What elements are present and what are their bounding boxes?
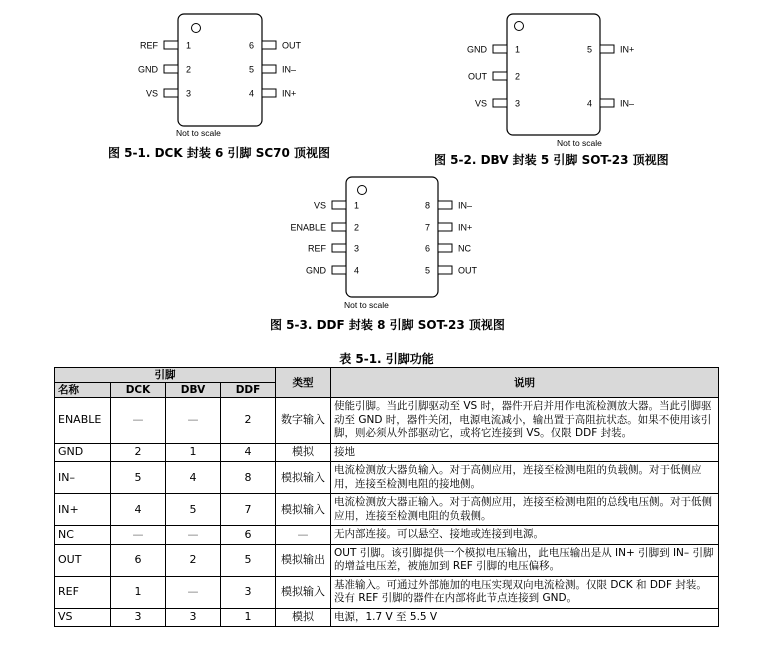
dck-pin-pad — [262, 41, 276, 49]
figure-caption-dbv: 图 5-2. DBV 封装 5 引脚 SOT-23 顶视图 — [434, 153, 669, 167]
pin-desc-cell: 接地 — [331, 443, 719, 462]
dck-pin-number: 3 — [186, 88, 192, 99]
pin-dck-cell: 1 — [111, 576, 166, 608]
dck-pin-number: 2 — [186, 64, 192, 75]
dbv-body — [507, 14, 600, 135]
header-dck: DCK — [111, 383, 166, 398]
pin-dck-cell: — — [111, 526, 166, 545]
header-ddf: DDF — [221, 383, 276, 398]
pin-desc-cell: 使能引脚。当此引脚驱动至 VS 时，器件开启并用作电流检测放大器。当此引脚驱动至 GND 时，器件关闭，电源电流减小，输出置于高阻抗状态。如果不使用该引脚，则必须从外部驱动它，或将它连接到 VS。仅限 DDF 封装。 — [331, 398, 719, 444]
pin-dbv-cell: — — [166, 526, 221, 545]
dck-pin-pad — [262, 65, 276, 73]
pin-dbv-cell: 1 — [166, 443, 221, 462]
pin-dbv-cell: 2 — [166, 544, 221, 576]
dbv-pin-pad — [493, 45, 507, 53]
pin-dbv-cell: 3 — [166, 608, 221, 627]
dbv-pin-number: 5 — [586, 44, 592, 55]
pin-dbv-cell: 5 — [166, 494, 221, 526]
ddf-scale-note: Not to scale — [344, 300, 389, 310]
dck-pin-pad — [164, 89, 178, 97]
table-row — [55, 443, 719, 462]
pin-name-cell: REF — [55, 576, 111, 608]
ddf-pin-label: GND — [306, 265, 326, 276]
pin-type-cell: 模拟输入 — [276, 462, 331, 494]
dck-scale-note: Not to scale — [176, 128, 221, 138]
pin-name-cell: IN– — [55, 462, 111, 494]
figure-caption-ddf: 图 5-3. DDF 封装 8 引脚 SOT-23 顶视图 — [270, 318, 505, 332]
pin-type-cell: 模拟输入 — [276, 494, 331, 526]
ddf-pin-label: REF — [308, 243, 326, 254]
ddf-package — [290, 177, 477, 310]
dbv-pin-label: GND — [467, 44, 487, 55]
pin-name-cell: ENABLE — [55, 398, 111, 444]
ddf-pin-number: 4 — [354, 265, 360, 276]
ddf-pin-number: 2 — [354, 222, 360, 233]
pin-type-cell: 模拟 — [276, 443, 331, 462]
ddf-pin-pad — [332, 266, 346, 274]
pin-dck-cell: 3 — [111, 608, 166, 627]
table-title: 表 5-1. 引脚功能 — [339, 352, 434, 366]
pin1-marker-icon — [192, 24, 201, 33]
header-pin-group: 引脚 — [55, 368, 276, 383]
ddf-pin-label: VS — [313, 200, 326, 211]
pin-desc-cell: 电流检测放大器负输入。对于高侧应用，连接至检测电阻的负载侧。对于低侧应用，连接至检测电阻的接地侧。 — [331, 462, 719, 494]
dbv-pin-number: 4 — [586, 98, 592, 109]
pin-ddf-cell: 1 — [221, 608, 276, 627]
pin-ddf-cell: 2 — [221, 398, 276, 444]
table-row — [55, 608, 719, 627]
ddf-pin-label: OUT — [458, 265, 477, 276]
dck-pin-number: 4 — [248, 88, 254, 99]
ddf-pin-pad — [332, 223, 346, 231]
dbv-pin-label: IN– — [620, 98, 635, 109]
dbv-pin-pad — [493, 72, 507, 80]
pin-dck-cell: 6 — [111, 544, 166, 576]
dbv-pin-label: IN+ — [620, 44, 635, 55]
pin-name-cell: VS — [55, 608, 111, 627]
pin-desc-cell: 电源，1.7 V 至 5.5 V — [331, 608, 719, 627]
table-row — [55, 494, 719, 526]
pin-dbv-cell: — — [166, 398, 221, 444]
pin-ddf-cell: 8 — [221, 462, 276, 494]
dck-pin-label: OUT — [282, 40, 301, 51]
dbv-pin-label: VS — [474, 98, 487, 109]
pin-ddf-cell: 5 — [221, 544, 276, 576]
ddf-pin-number: 8 — [424, 200, 430, 211]
dck-pin-pad — [164, 65, 178, 73]
pin-functions-table — [54, 367, 719, 627]
dck-pin-number: 6 — [248, 40, 254, 51]
figure-caption-dck: 图 5-1. DCK 封装 6 引脚 SC70 顶视图 — [108, 146, 331, 160]
dbv-scale-note: Not to scale — [557, 138, 602, 148]
ddf-pin-pad — [332, 244, 346, 252]
pin-dck-cell: 2 — [111, 443, 166, 462]
pin-type-cell: 模拟输入 — [276, 576, 331, 608]
dbv-package — [467, 14, 634, 148]
dck-pin-pad — [262, 89, 276, 97]
pin-name-cell: OUT — [55, 544, 111, 576]
pin-type-cell: 数字输入 — [276, 398, 331, 444]
dbv-pin-number: 3 — [515, 98, 521, 109]
table-row — [55, 576, 719, 608]
pin1-marker-icon — [358, 186, 367, 195]
header-type: 类型 — [276, 368, 331, 398]
pin-type-cell: 模拟输出 — [276, 544, 331, 576]
header-name: 名称 — [55, 383, 111, 398]
pin-name-cell: NC — [55, 526, 111, 545]
pin-dck-cell: 5 — [111, 462, 166, 494]
pin-desc-cell: 基准输入。可通过外部施加的电压实现双向电流检测。仅限 DCK 和 DDF 封装。没有 REF 引脚的器件在内部将此节点连接到 GND。 — [331, 576, 719, 608]
dck-pin-label: GND — [138, 64, 158, 75]
dbv-pin-pad — [600, 99, 614, 107]
pin-ddf-cell: 3 — [221, 576, 276, 608]
ddf-body — [346, 177, 438, 297]
pin-dbv-cell: — — [166, 576, 221, 608]
dck-pin-label: VS — [145, 88, 158, 99]
ddf-pin-pad — [438, 266, 452, 274]
table-row — [55, 526, 719, 545]
pin-name-cell: GND — [55, 443, 111, 462]
pin-desc-cell: 无内部连接。可以悬空、接地或连接到电源。 — [331, 526, 719, 545]
ddf-pin-pad — [438, 201, 452, 209]
table-row — [55, 398, 719, 444]
table-row — [55, 544, 719, 576]
dbv-pin-pad — [600, 45, 614, 53]
ddf-pin-pad — [438, 223, 452, 231]
dbv-pin-number: 1 — [515, 44, 521, 55]
pin-ddf-cell: 4 — [221, 443, 276, 462]
pin-dck-cell: 4 — [111, 494, 166, 526]
dck-pin-label: IN– — [282, 64, 297, 75]
ddf-pin-number: 6 — [424, 243, 430, 254]
header-desc: 说明 — [331, 368, 719, 398]
dbv-pin-pad — [493, 99, 507, 107]
ddf-pin-label: ENABLE — [290, 222, 326, 233]
ddf-pin-label: NC — [458, 243, 471, 254]
pin-type-cell: 模拟 — [276, 608, 331, 627]
dck-pin-number: 5 — [248, 64, 254, 75]
pin-ddf-cell: 7 — [221, 494, 276, 526]
ddf-pin-label: IN+ — [458, 222, 473, 233]
ddf-pin-label: IN– — [458, 200, 473, 211]
pin-desc-cell: 电流检测放大器正输入。对于高侧应用，连接至检测电阻的总线电压侧。对于低侧应用，连接至检测电阻的负载侧。 — [331, 494, 719, 526]
dbv-pin-number: 2 — [515, 71, 521, 82]
pin-name-cell: IN+ — [55, 494, 111, 526]
pin-type-cell: — — [276, 526, 331, 545]
pin-ddf-cell: 6 — [221, 526, 276, 545]
dck-pin-label: REF — [140, 40, 158, 51]
pin-dbv-cell: 4 — [166, 462, 221, 494]
dck-pin-label: IN+ — [282, 88, 297, 99]
dck-pin-pad — [164, 41, 178, 49]
dck-pin-number: 1 — [186, 40, 192, 51]
ddf-pin-pad — [438, 244, 452, 252]
ddf-pin-number: 5 — [424, 265, 430, 276]
ddf-pin-number: 1 — [354, 200, 360, 211]
dbv-pin-label: OUT — [468, 71, 487, 82]
pin-desc-cell: OUT 引脚。该引脚提供一个模拟电压输出，此电压输出是从 IN+ 引脚到 IN– 引脚的增益电压差，被施加到 REF 引脚的电压偏移。 — [331, 544, 719, 576]
table-row — [55, 462, 719, 494]
pin-dck-cell: — — [111, 398, 166, 444]
ddf-pin-number: 3 — [354, 243, 360, 254]
dck-package — [138, 14, 302, 138]
header-dbv: DBV — [166, 383, 221, 398]
ddf-pin-pad — [332, 201, 346, 209]
ddf-pin-number: 7 — [424, 222, 430, 233]
pin1-marker-icon — [515, 22, 524, 31]
